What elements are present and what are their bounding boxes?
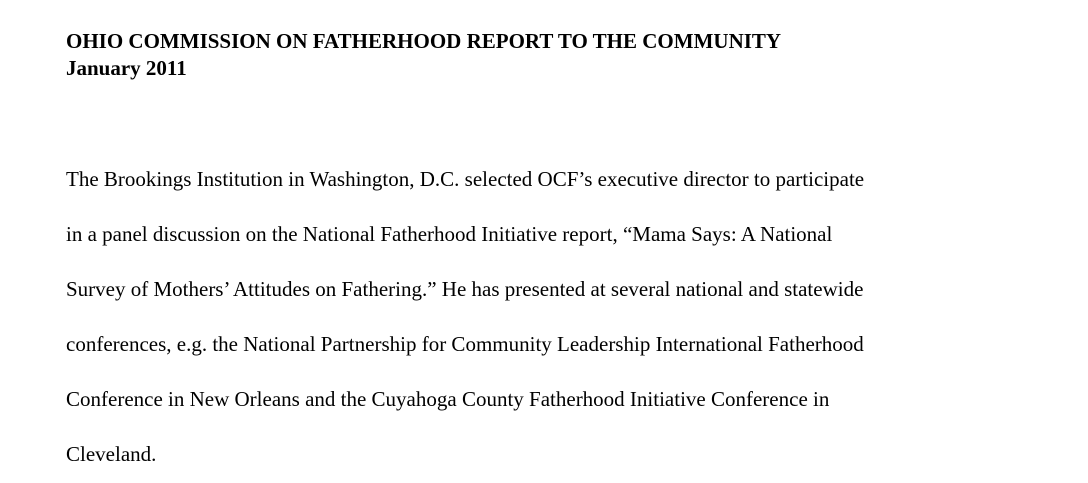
paragraph-line: The Brookings Institution in Washington, D.C. selected OCF’s executive director to participate	[66, 167, 865, 191]
paragraph-line: in a panel discussion on the National Fatherhood Initiative report, “Mama Says: A National	[66, 222, 833, 246]
paragraph-line: conferences, e.g. the National Partnership for Community Leadership International Fatherhood	[66, 332, 864, 356]
paragraph-line: Survey of Mothers’ Attitudes on Fathering.” He has presented at several national and statewide	[66, 277, 864, 301]
document-title: OHIO COMMISSION ON FATHERHOOD REPORT TO THE COMMUNITY	[66, 29, 782, 53]
paragraph-line: Cleveland.	[66, 442, 157, 466]
body-paragraph	[66, 152, 1066, 482]
paragraph-line: Conference in New Orleans and the Cuyahoga County Fatherhood Initiative Conference in	[66, 387, 830, 411]
document-header	[66, 28, 1066, 82]
document-date: January 2011	[66, 56, 187, 80]
